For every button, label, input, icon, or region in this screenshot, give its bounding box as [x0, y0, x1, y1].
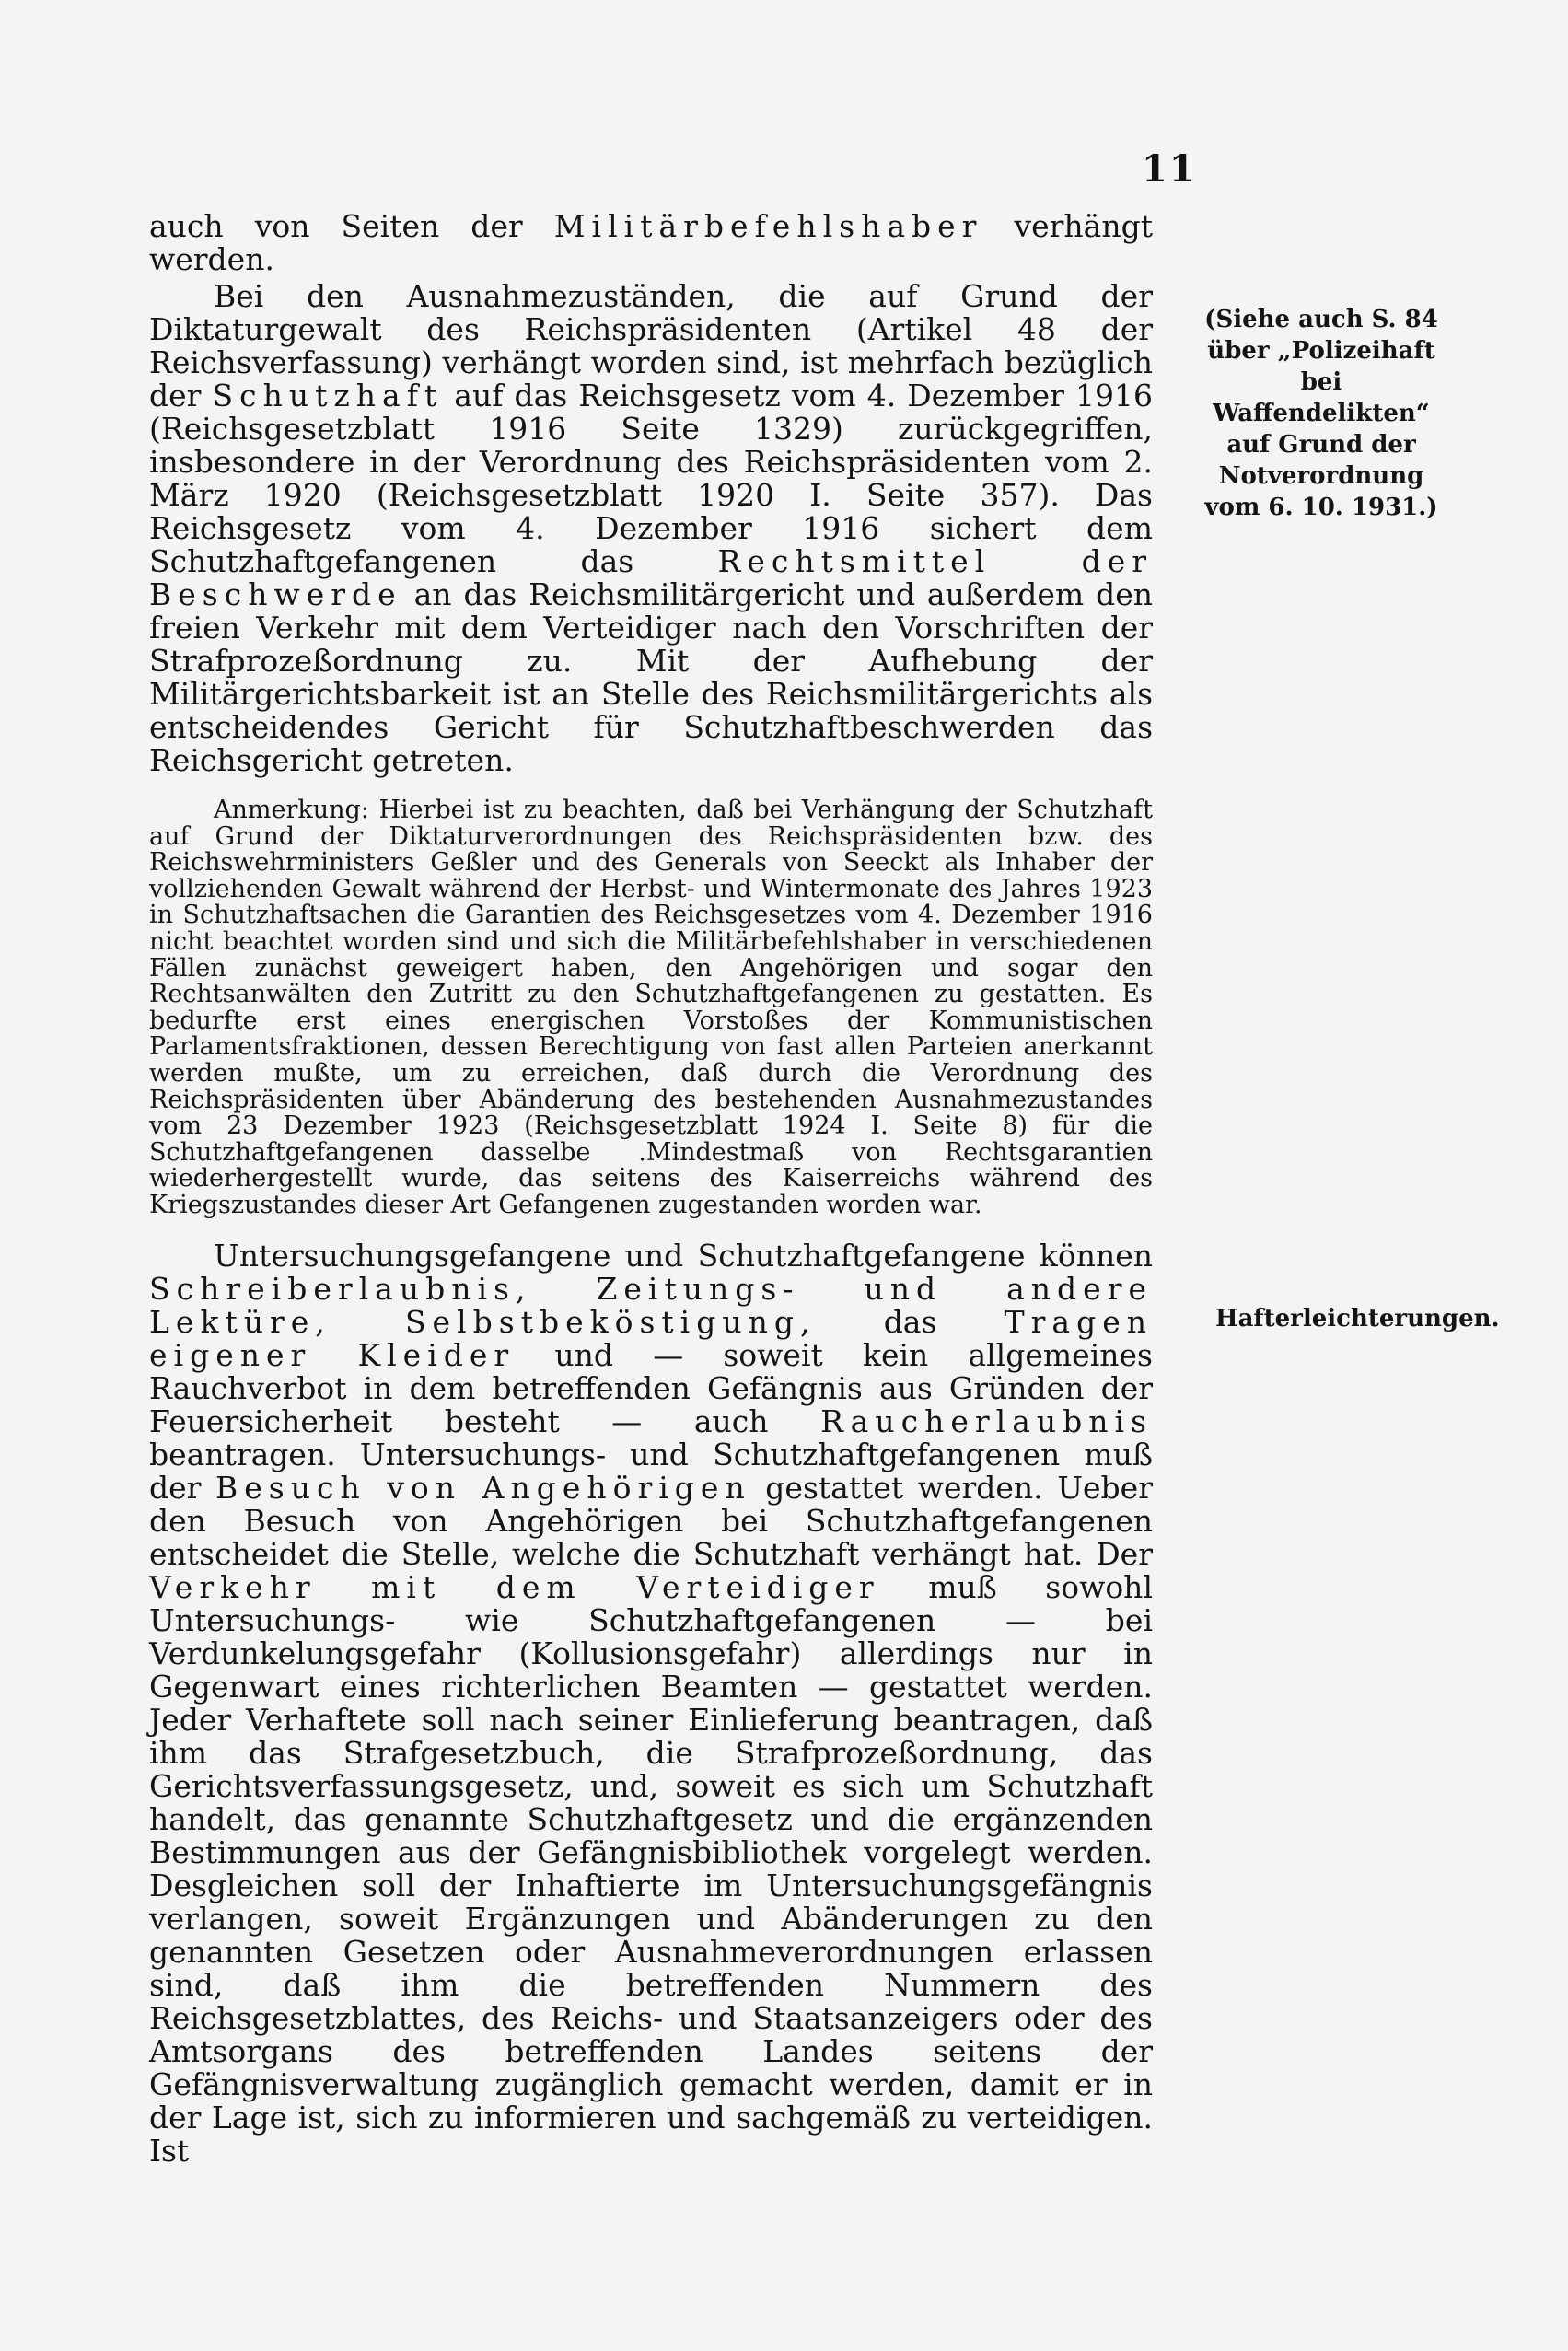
spaced-emphasis: Verkehr mit dem Verteidiger — [149, 1568, 880, 1605]
spaced-emphasis: Tragen eigener Kleider — [149, 1303, 1153, 1373]
paragraph-2: Bei den Ausnahmezuständen, die auf Grund der Diktaturgewalt des Reichspräsidenten (Artikel 48 der Reichsverfassung) verhängt worden sind, ist mehrfach bezüglich der Schutzhaft auf das Reichsgesetz vom 4. Dezember 1916 (Reichsgesetzblatt 1916 Seite 1329) zurückgegriffen, insbesondere in der Verordnung des Reichspräsidenten vom 2. März 1920 (Reichsgesetzblatt 1920 I. Seite 357). Das Reichsgesetz vom 4. Dezember 1916 sichert dem Schutzhaftgefangenen das Rechtsmittel der Beschwerde an das Reichsmilitärgericht und außerdem den freien Verkehr mit dem Verteidiger nach den Vorschriften der Strafprozeßordnung zu. Mit der Aufhebung der Militärgerichtsbarkeit ist an Stelle des Reichsmilitärgerichts als entscheidendes Gericht für Schutzhaftbeschwerden das Reichsgericht getreten. — [149, 278, 1153, 778]
spaced-emphasis: Schutzhaft — [212, 378, 444, 413]
margin-note-reference: (Siehe auch S. 84 über „Polizeihaft bei Waffendelikten“ auf Grund der Notverordnung vom 6. 10. 1931.) — [1204, 306, 1438, 521]
margin-note-hafterleichterungen: Hafterleichterungen. — [1215, 1305, 1500, 1333]
annotation-note: Anmerkung: Hierbei ist zu beachten, daß bei Verhängung der Schutzhaft auf Grund der Diktaturverordnungen des Reichspräsidenten bzw. des Reichswehrministers Geßler und des Generals von Seeckt als Inhaber der vollziehenden Gewalt während der Herbst- und Wintermonate des Jahres 1923 in Schutzhaftsachen die Garantien des Reichsgesetzes vom 4. Dezember 1916 nicht beachtet worden sind und sich die Militärbefehlshaber in verschiedenen Fällen zunächst geweigert haben, den Angehörigen und sogar den Rechtsanwälten den Zutritt zu den Schutzhaftgefangenen zu gestatten. Es bedurfte erst eines energischen Vorstoßes der Kommunistischen Parlamentsfraktionen, dessen Berechtigung von fast allen Parteien anerkannt werden mußte, um zu erreichen, daß durch die Verordnung des Reichspräsidenten über Abänderung des bestehenden Ausnahmezustandes vom 23 Dezember 1923 (Reichsgesetzblatt 1924 I. Seite 8) für die Schutzhaftgefangenen dasselbe .Mindestmaß von Rechtsgarantien wiederhergestellt wurde, das seitens des Kaiserreichs während des Kriegszustandes dieser Art Gefangenen zugestanden worden war. — [149, 796, 1153, 1219]
main-text — [149, 210, 1153, 2168]
spaced-emphasis: Rechtsmittel der Beschwerde — [149, 543, 1153, 612]
page-number: 11 — [1142, 147, 1197, 191]
spaced-emphasis: Besuch von Angehörigen — [215, 1469, 751, 1506]
paragraph-3: Untersuchungsgefangene und Schutzhaftgefangene können Schreiberlaubnis, Zeitungs- und andere Lektüre, Selbstbeköstigung, das Tragen eigener Kleider und — soweit kein allgemeines Rauchverbot in dem betreffenden Gefängnis aus Gründen der Feuersicherheit besteht — auch Raucherlaubnis beantragen. Untersuchungs- und Schutzhaftgefangenen muß der Besuch von Angehörigen gestattet werden. Ueber den Besuch von Angehörigen bei Schutzhaftgefangenen entscheidet die Stelle, welche die Schutzhaft verhängt hat. Der Verkehr mit dem Verteidiger muß sowohl Untersuchungs- wie Schutzhaftgefangenen — bei Verdunkelungsgefahr (Kollusionsgefahr) allerdings nur in Gegenwart eines richterlichen Beamten — gestattet werden. Jeder Verhaftete soll nach seiner Einlieferung beantragen, daß ihm das Strafgesetzbuch, die Strafprozeßordnung, das Gerichtsverfassungsgesetz, und, soweit es sich um Schutzhaft handelt, das genannte Schutzhaftgesetz und die ergänzenden Bestimmungen aus der Gefängnisbibliothek vorgelegt werden. Desgleichen soll der Inhaftierte im Untersuchungsgefängnis verlangen, soweit Ergänzungen und Abänderungen zu den genannten Gesetzen oder Ausnahmeverordnungen erlassen sind, daß ihm die betreffenden Nummern des Reichsgesetzblattes, des Reichs- und Staatsanzeigers oder des Amtsorgans des betreffenden Landes seitens der Gefängnisverwaltung zugänglich gemacht werden, damit er in der Lage ist, sich zu informieren und sachgemäß zu verteidigen. Ist — [149, 1237, 1153, 2169]
spaced-emphasis: Schreiberlaubnis, Zeitungs- und andere Lektüre, Selbstbeköstigung, — [149, 1270, 1153, 1340]
spaced-emphasis: Raucherlaubnis — [820, 1402, 1153, 1439]
spaced-emphasis: Militärbefehlshaber — [553, 208, 983, 244]
paragraph-1: auch von Seiten der Militärbefehlshaber verhängt werden. — [149, 208, 1153, 277]
